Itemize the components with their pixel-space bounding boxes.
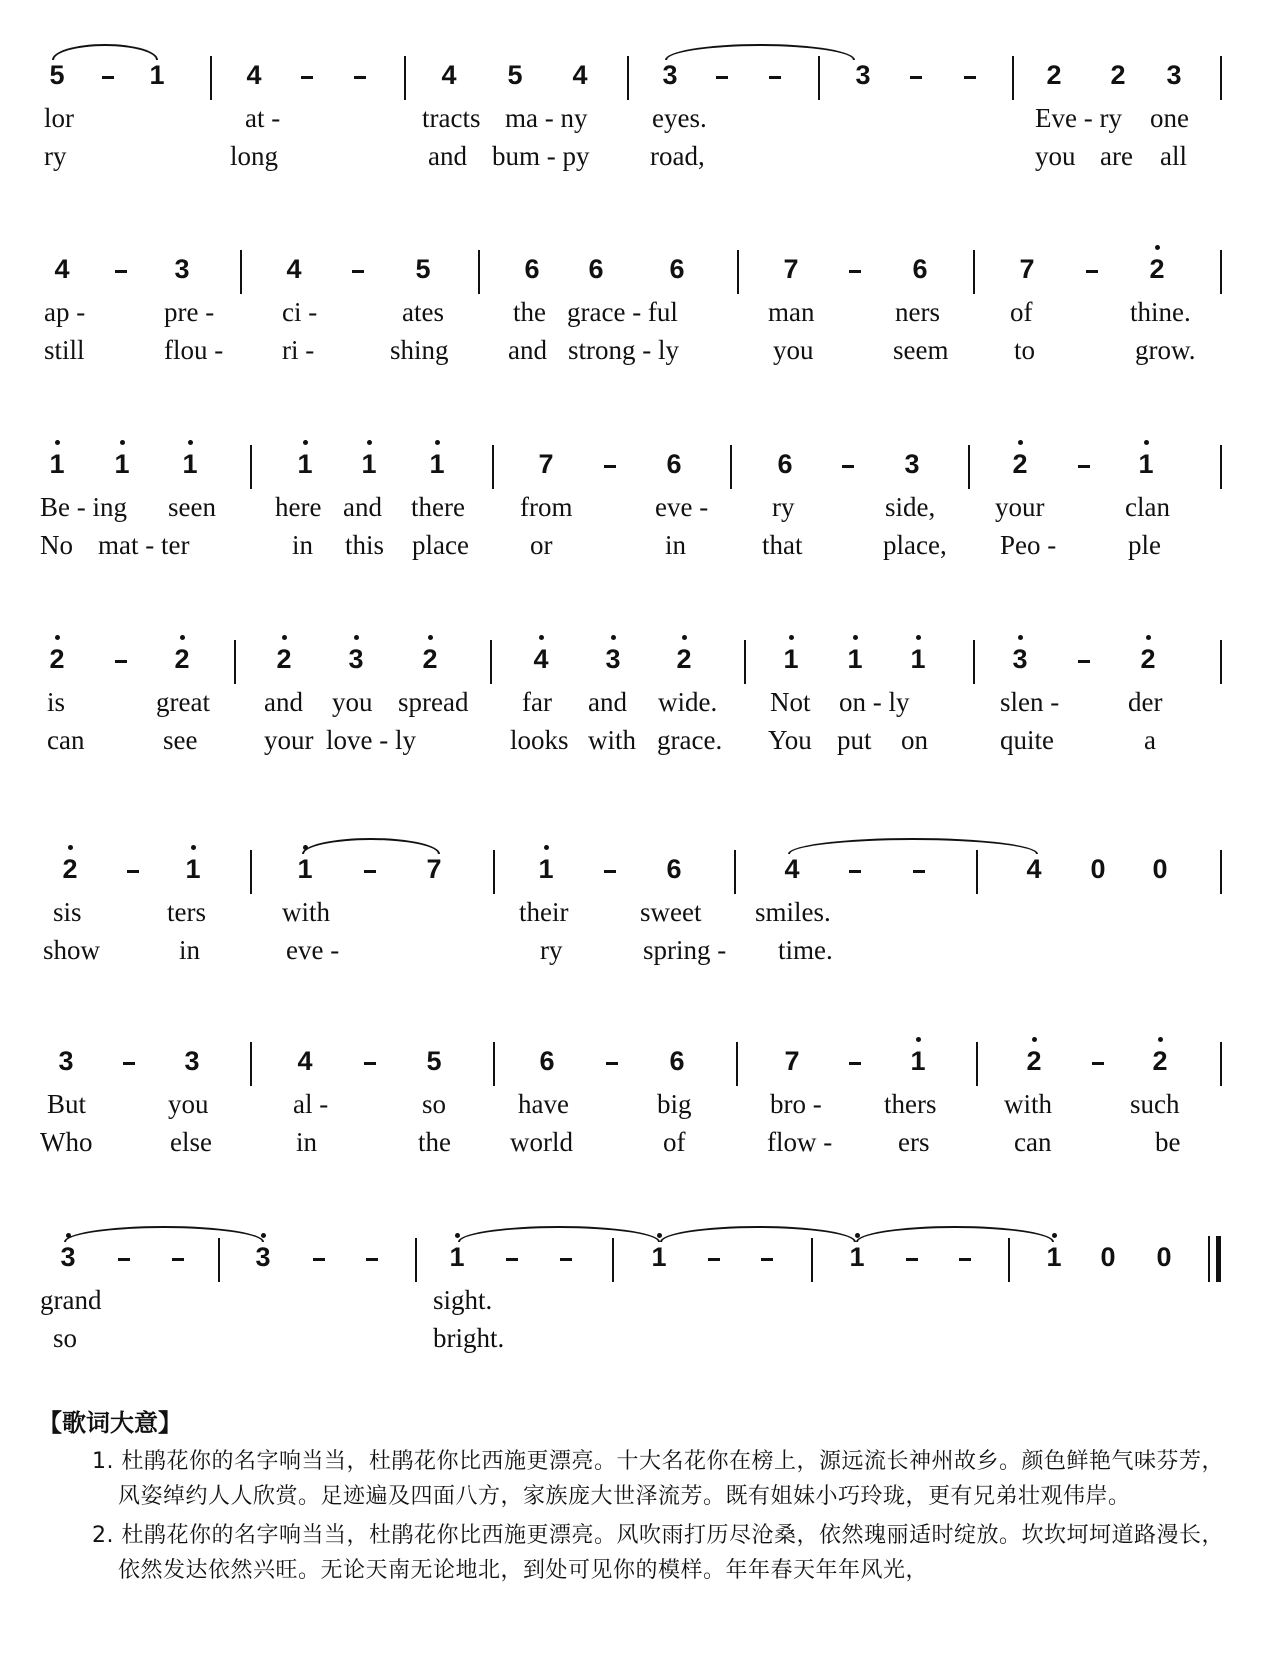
- lyric: ri -: [282, 335, 315, 365]
- lyric: is: [47, 687, 66, 717]
- staff-system-4: [0, 630, 1272, 790]
- note: 2: [1000, 447, 1040, 481]
- dash: [560, 1258, 572, 1261]
- dash: [1078, 660, 1090, 663]
- note: 1: [898, 642, 938, 676]
- note: 1: [173, 852, 213, 886]
- final-barline-thick: [1216, 1236, 1221, 1282]
- lyric: ry: [772, 492, 795, 522]
- note: 1: [37, 447, 77, 481]
- lyric: lor: [44, 103, 74, 133]
- lyric: all: [1160, 141, 1187, 171]
- barline: [737, 250, 739, 294]
- note: 2: [50, 852, 90, 886]
- lyric: in: [179, 935, 201, 965]
- dash: [849, 270, 861, 273]
- note: 3: [855, 60, 871, 90]
- lyric: ry: [540, 935, 563, 965]
- barline: [744, 640, 746, 684]
- dash: [172, 1258, 184, 1261]
- note: 1: [349, 447, 389, 481]
- lyric: smiles.: [755, 897, 831, 927]
- lyric: ates: [402, 297, 444, 327]
- lyric: in: [296, 1127, 318, 1157]
- barline: [734, 850, 736, 894]
- lyric: ters: [167, 897, 206, 927]
- lyric: to: [1014, 335, 1036, 365]
- lyric: of: [1010, 297, 1033, 327]
- note: 1: [417, 447, 457, 481]
- note: 1: [285, 447, 325, 481]
- barline: [493, 850, 495, 894]
- note: 2: [410, 642, 450, 676]
- dash: [604, 465, 616, 468]
- dash: [964, 76, 976, 79]
- final-barline-thin: [1208, 1236, 1210, 1282]
- note: 2: [1110, 60, 1126, 90]
- barline: [1220, 445, 1222, 489]
- lyric: one: [1150, 103, 1189, 133]
- lyric: eyes.: [652, 103, 707, 133]
- lyric: flou -: [164, 335, 224, 365]
- note: 4: [572, 60, 588, 90]
- note: 4: [54, 254, 70, 284]
- section-heading: 【歌词大意】: [38, 1409, 182, 1437]
- lyric: can: [47, 725, 85, 755]
- note: 1: [437, 1240, 477, 1274]
- lyric: sight.: [433, 1285, 493, 1315]
- lyric: pre -: [164, 297, 215, 327]
- note: 3: [48, 1240, 88, 1274]
- lyric: the: [513, 297, 546, 327]
- lyric: wide.: [658, 687, 718, 717]
- lyric: shing: [390, 335, 449, 365]
- dash: [606, 1062, 618, 1065]
- dash: [849, 1062, 861, 1065]
- lyric: Who: [40, 1127, 93, 1157]
- staff-system-6: [0, 1032, 1272, 1192]
- lyric: this: [345, 530, 385, 560]
- lyric: ers: [898, 1127, 930, 1157]
- staff-system-2: [0, 240, 1272, 400]
- dash: [364, 1062, 376, 1065]
- lyric: spring -: [643, 935, 727, 965]
- dash: [604, 870, 616, 873]
- staff-system-7: [0, 1228, 1272, 1388]
- lyric: great: [156, 687, 210, 717]
- tie-slur: [660, 1226, 856, 1242]
- lyric: on - ly: [839, 687, 910, 717]
- barline: [973, 640, 975, 684]
- staff-system-5: [0, 840, 1272, 1000]
- note: 5: [507, 60, 523, 90]
- barline: [493, 1042, 495, 1086]
- note: 0: [1156, 1242, 1172, 1272]
- note: 3: [904, 449, 920, 479]
- barline: [730, 445, 732, 489]
- note: 4: [286, 254, 302, 284]
- barline: [1220, 850, 1222, 894]
- lyric: are: [1100, 141, 1133, 171]
- note: 3: [58, 1046, 74, 1076]
- note: 3: [593, 642, 633, 676]
- dash: [906, 1258, 918, 1261]
- dash: [716, 76, 728, 79]
- lyric: quite: [1000, 725, 1054, 755]
- note: 6: [539, 1046, 555, 1076]
- lyric: strong - ly: [568, 335, 679, 365]
- barline: [492, 445, 494, 489]
- barline: [250, 850, 252, 894]
- lyric: from: [520, 492, 573, 522]
- lyric: bright.: [433, 1323, 505, 1353]
- lyric: al -: [293, 1089, 329, 1119]
- note: 7: [426, 854, 442, 884]
- tie-slur: [458, 1226, 660, 1242]
- lyric: and: [428, 141, 467, 171]
- tie-slur: [788, 838, 1038, 854]
- note: 4: [246, 60, 262, 90]
- note: 6: [669, 1046, 685, 1076]
- note: 1: [771, 642, 811, 676]
- lyric: spread: [398, 687, 469, 717]
- lyric: place,: [883, 530, 947, 560]
- lyric: still: [44, 335, 85, 365]
- barline: [976, 1042, 978, 1086]
- barline: [210, 56, 212, 100]
- barline: [1220, 56, 1222, 100]
- dash: [910, 76, 922, 79]
- lyric: so: [53, 1323, 78, 1353]
- note: 1: [149, 60, 165, 90]
- lyric: Peo -: [1000, 530, 1057, 560]
- barline: [627, 56, 629, 100]
- barline: [250, 1042, 252, 1086]
- lyric: and: [508, 335, 547, 365]
- barline: [1220, 250, 1222, 294]
- barline: [234, 640, 236, 684]
- note: 0: [1090, 854, 1106, 884]
- barline: [968, 445, 970, 489]
- lyric: bro -: [770, 1089, 822, 1119]
- lyric: and: [588, 687, 627, 717]
- lyric: on: [901, 725, 928, 755]
- note: 3: [662, 60, 678, 90]
- note: 1: [526, 852, 566, 886]
- lyric: else: [170, 1127, 212, 1157]
- barline: [976, 850, 978, 894]
- tie-slur: [665, 44, 855, 60]
- lyric: in: [665, 530, 687, 560]
- barline: [415, 1238, 417, 1282]
- barline: [1220, 640, 1222, 684]
- note: 4: [441, 60, 457, 90]
- note: 1: [1126, 447, 1166, 481]
- note: 7: [538, 449, 554, 479]
- barline: [818, 56, 820, 100]
- lyric: ap -: [44, 297, 86, 327]
- staff-system-3: [0, 435, 1272, 595]
- lyric: seen: [168, 492, 216, 522]
- note: 3: [1000, 642, 1040, 676]
- lyric: their: [519, 897, 569, 927]
- note: 6: [777, 449, 793, 479]
- lyric: clan: [1125, 492, 1170, 522]
- lyric: so: [422, 1089, 447, 1119]
- lyric: you: [1035, 141, 1076, 171]
- lyric: far: [522, 687, 552, 717]
- dash: [1092, 1062, 1104, 1065]
- lyric: that: [762, 530, 803, 560]
- lyric: with: [1004, 1089, 1053, 1119]
- lyric: there: [411, 492, 465, 522]
- note: 2: [1137, 252, 1177, 286]
- barline: [612, 1238, 614, 1282]
- lyric: time.: [778, 935, 833, 965]
- lyric: your: [995, 492, 1045, 522]
- lyrics-meaning-section: [38, 1406, 1238, 1588]
- lyric: have: [518, 1089, 569, 1119]
- lyric: ma - ny: [505, 103, 588, 133]
- note: 6: [588, 254, 604, 284]
- dash: [313, 1258, 325, 1261]
- lyric: flow -: [767, 1127, 833, 1157]
- barline: [240, 250, 242, 294]
- dash: [115, 660, 127, 663]
- lyric: eve -: [286, 935, 340, 965]
- note: 3: [174, 254, 190, 284]
- lyric: big: [657, 1089, 692, 1119]
- lyric: world: [510, 1127, 573, 1157]
- lyric: here: [275, 492, 322, 522]
- lyric: your: [264, 725, 314, 755]
- note: 5: [49, 60, 65, 90]
- note: 1: [898, 1044, 938, 1078]
- dash: [1078, 465, 1090, 468]
- dash: [842, 465, 854, 468]
- dash: [123, 1062, 135, 1065]
- lyric: tracts: [422, 103, 481, 133]
- dash: [959, 1258, 971, 1261]
- note: 4: [521, 642, 561, 676]
- note: 5: [415, 254, 431, 284]
- dash: [127, 870, 139, 873]
- lyric: mat - ter: [98, 530, 190, 560]
- lyric: the: [418, 1127, 451, 1157]
- barline: [404, 56, 406, 100]
- lyric: can: [1014, 1127, 1052, 1157]
- note: 2: [1140, 1044, 1180, 1078]
- barline: [1220, 1042, 1222, 1086]
- lyric: you: [773, 335, 814, 365]
- dash: [708, 1258, 720, 1261]
- meaning-paragraph-1: 1. 杜鹃花你的名字响当当，杜鹃花你比西施更漂亮。十大名花你在榜上，源远流长神州故乡。颜色鲜艳气味芬芳，风姿绰约人人欣赏。足迹遍及四面八方，家族庞大世泽流芳。既有姐妹小巧玲珑，更有兄弟壮观伟岸。: [92, 1449, 1224, 1509]
- note: 2: [264, 642, 304, 676]
- note: 2: [162, 642, 202, 676]
- note: 2: [37, 642, 77, 676]
- barline: [973, 250, 975, 294]
- lyric: der: [1128, 687, 1163, 717]
- barline: [250, 445, 252, 489]
- note: 6: [669, 254, 685, 284]
- note: 4: [784, 854, 800, 884]
- note: 2: [1128, 642, 1168, 676]
- lyric: slen -: [1000, 687, 1060, 717]
- barline: [490, 640, 492, 684]
- lyric: No: [40, 530, 73, 560]
- dash: [1086, 270, 1098, 273]
- barline: [478, 250, 480, 294]
- lyric: and: [264, 687, 303, 717]
- meaning-paragraph-2: 2. 杜鹃花你的名字响当当，杜鹃花你比西施更漂亮。风吹雨打历尽沧桑，依然瑰丽适时绽放。坎坎坷坷道路漫长，依然发达依然兴旺。无论天南无论地北，到处可见你的模样。年年春天年年风光，: [92, 1523, 1224, 1583]
- barline: [811, 1238, 813, 1282]
- barline: [1008, 1238, 1010, 1282]
- lyric: grace.: [657, 725, 723, 755]
- note: 4: [1026, 854, 1042, 884]
- note: 1: [1034, 1240, 1074, 1274]
- lyric: you: [332, 687, 373, 717]
- lyric: of: [663, 1127, 686, 1157]
- tie-slur: [856, 1226, 1054, 1242]
- note: 2: [1014, 1044, 1054, 1078]
- lyric: ry: [44, 141, 67, 171]
- dash: [364, 870, 376, 873]
- lyric: you: [168, 1089, 209, 1119]
- lyric: such: [1130, 1089, 1180, 1119]
- note: 7: [784, 1046, 800, 1076]
- lyric: be: [1155, 1127, 1181, 1157]
- lyric: at -: [245, 103, 281, 133]
- dash: [366, 1258, 378, 1261]
- note: 3: [336, 642, 376, 676]
- lyric: place: [412, 530, 469, 560]
- note: 2: [1046, 60, 1062, 90]
- lyric: seem: [893, 335, 949, 365]
- note: 1: [170, 447, 210, 481]
- note: 4: [297, 1046, 313, 1076]
- dash: [354, 76, 366, 79]
- dash: [913, 870, 925, 873]
- lyric: sis: [53, 897, 82, 927]
- note: 1: [835, 642, 875, 676]
- note: 7: [783, 254, 799, 284]
- note: 3: [184, 1046, 200, 1076]
- note: 0: [1100, 1242, 1116, 1272]
- note: 5: [426, 1046, 442, 1076]
- dash: [849, 870, 861, 873]
- lyric: love - ly: [326, 725, 416, 755]
- barline: [218, 1238, 220, 1282]
- lyric: grow.: [1135, 335, 1196, 365]
- lyric: show: [43, 935, 101, 965]
- lyric: You: [768, 725, 812, 755]
- note: 3: [243, 1240, 283, 1274]
- lyric: looks: [510, 725, 569, 755]
- lyric: a: [1144, 725, 1156, 755]
- lyric: with: [588, 725, 637, 755]
- lyric: bum - py: [492, 141, 590, 171]
- tie-slur: [64, 1226, 264, 1242]
- dash: [118, 1258, 130, 1261]
- lyric: with: [282, 897, 331, 927]
- note: 6: [524, 254, 540, 284]
- lyric: grace - ful: [567, 297, 678, 327]
- lyric: Not: [770, 687, 811, 717]
- lyric: Eve - ry: [1035, 103, 1122, 133]
- dash: [761, 1258, 773, 1261]
- note: 1: [102, 447, 142, 481]
- note: 3: [1166, 60, 1182, 90]
- lyric: road,: [650, 141, 705, 171]
- lyric: see: [163, 725, 198, 755]
- lyric: long: [230, 141, 279, 171]
- dash: [506, 1258, 518, 1261]
- lyric: side,: [885, 492, 936, 522]
- lyric: eve -: [655, 492, 709, 522]
- lyric: grand: [40, 1285, 102, 1315]
- lyric: ners: [895, 297, 940, 327]
- staff-system-1: [0, 46, 1272, 206]
- note: 1: [837, 1240, 877, 1274]
- lyric: and: [343, 492, 382, 522]
- lyric: put: [837, 725, 872, 755]
- dash: [301, 76, 313, 79]
- lyric: Be - ing: [40, 492, 127, 522]
- lyric: But: [47, 1089, 87, 1119]
- dash: [352, 270, 364, 273]
- note: 1: [639, 1240, 679, 1274]
- lyric: in: [292, 530, 314, 560]
- lyric: or: [530, 530, 553, 560]
- note: 7: [1019, 254, 1035, 284]
- note: 0: [1152, 854, 1168, 884]
- dash: [769, 76, 781, 79]
- dash: [115, 270, 127, 273]
- barline: [1012, 56, 1014, 100]
- lyric: thine.: [1130, 297, 1191, 327]
- barline: [736, 1042, 738, 1086]
- lyric: ple: [1128, 530, 1161, 560]
- lyric: thers: [884, 1089, 937, 1119]
- dash: [102, 76, 114, 79]
- lyric: ci -: [282, 297, 318, 327]
- note: 6: [912, 254, 928, 284]
- note: 2: [664, 642, 704, 676]
- lyric: sweet: [640, 897, 702, 927]
- note: 6: [666, 449, 682, 479]
- note: 6: [666, 854, 682, 884]
- note: 1: [285, 852, 325, 886]
- lyric: man: [768, 297, 815, 327]
